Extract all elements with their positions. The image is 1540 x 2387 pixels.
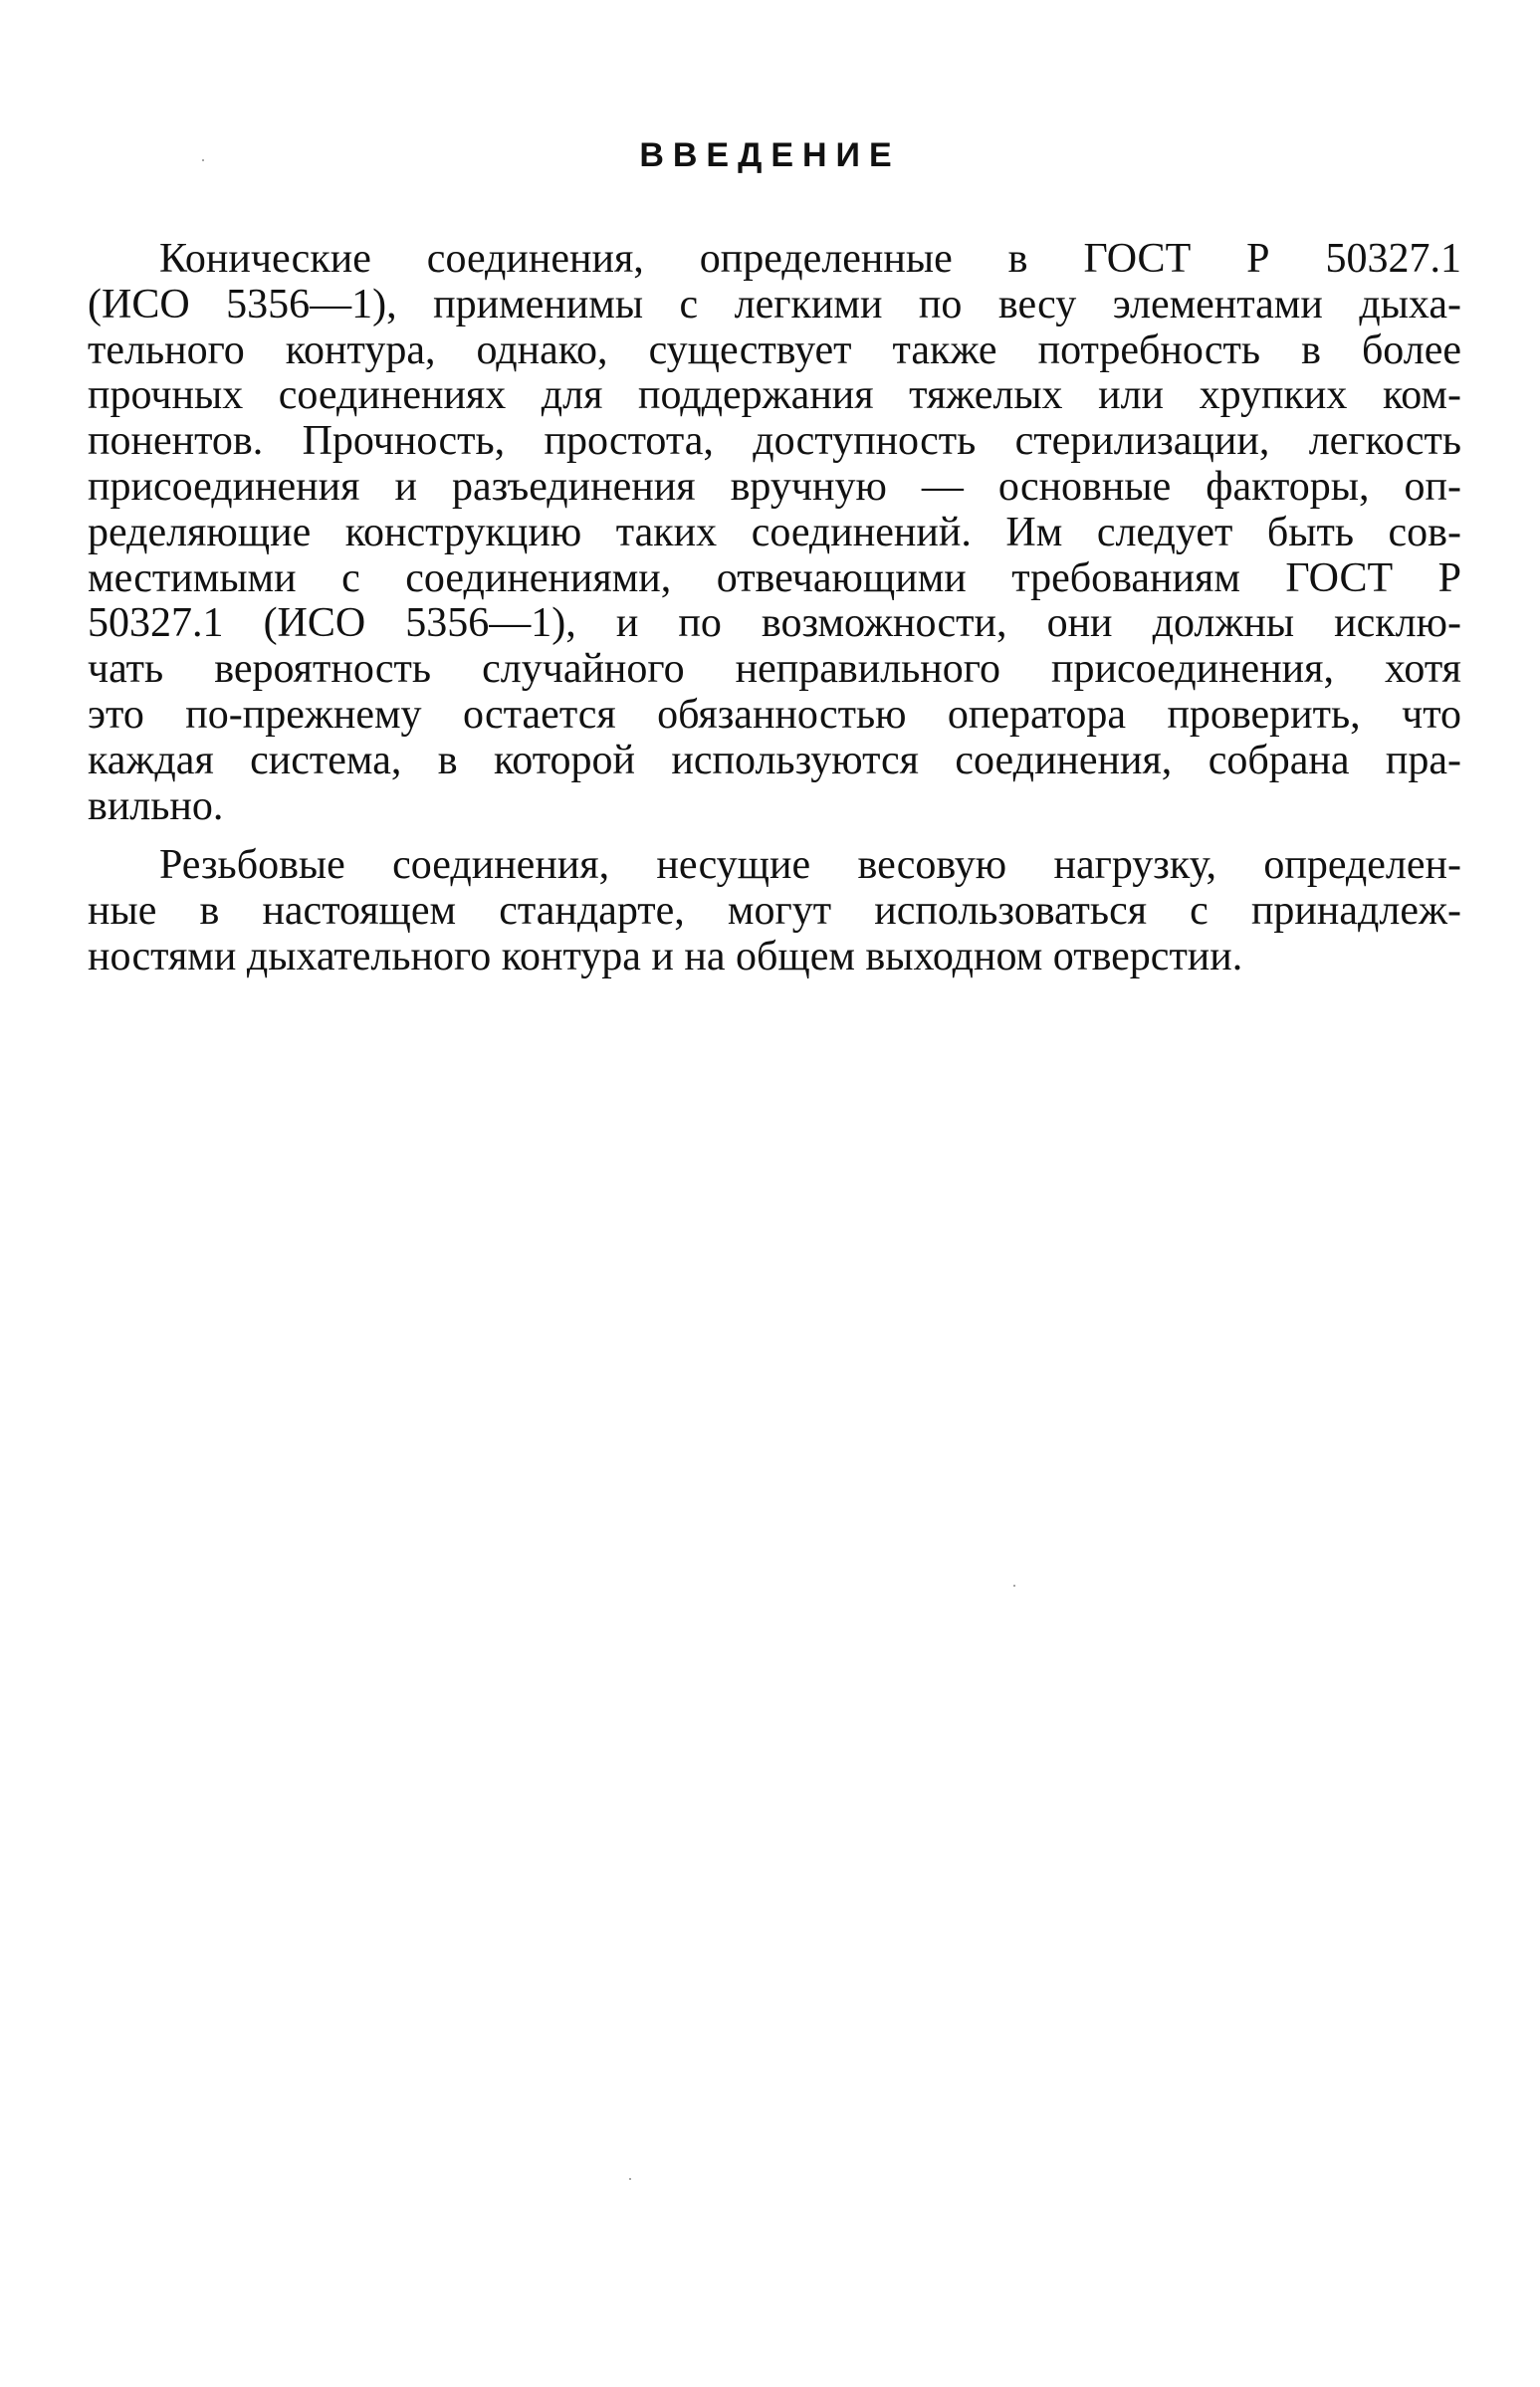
scan-speck bbox=[202, 159, 204, 161]
paragraph-1 bbox=[88, 237, 1461, 829]
text-line: Резьбовые соединения, несущие весовую нагрузку, определен- bbox=[159, 843, 1461, 889]
section-heading: ВВЕДЕНИЕ bbox=[639, 136, 901, 174]
text-line: ностями дыхательного контура и на общем выходном отверстии. bbox=[88, 934, 1243, 979]
text-line: 50327.1 (ИСО 5356—1), и по возможности, они должны исклю- bbox=[88, 601, 1461, 647]
text-line: прочных соединениях для поддержания тяжелых или хрупких ком- bbox=[88, 373, 1461, 419]
scan-speck bbox=[1013, 1585, 1015, 1587]
text-line: чать вероятность случайного неправильного присоединения, хотя bbox=[88, 647, 1461, 693]
body-text bbox=[88, 237, 1461, 980]
text-line: вильно. bbox=[88, 783, 224, 829]
scan-speck bbox=[629, 2178, 631, 2180]
text-line: каждая система, в которой используются соединения, собрана пра- bbox=[88, 738, 1461, 783]
text-line: местимыми с соединениями, отвечающими требованиям ГОСТ Р bbox=[88, 555, 1461, 601]
text-line: это по-прежнему остается обязанностью оператора проверить, что bbox=[88, 692, 1461, 738]
paragraph-gap bbox=[88, 829, 1461, 843]
text-line: Конические соединения, определенные в ГОСТ Р 50327.1 bbox=[159, 237, 1461, 282]
text-line: присоединения и разъединения вручную — основные факторы, оп- bbox=[88, 464, 1461, 510]
text-line: (ИСО 5356—1), применимы с легкими по весу элементами дыха- bbox=[88, 282, 1461, 327]
text-line: понентов. Прочность, простота, доступность стерилизации, легкость bbox=[88, 419, 1461, 465]
text-line: ные в настоящем стандарте, могут использоваться с принадлеж- bbox=[88, 889, 1461, 935]
text-line: тельного контура, однако, существует также потребность в более bbox=[88, 327, 1461, 373]
text-line: ределяющие конструкцию таких соединений. Им следует быть сов- bbox=[88, 510, 1461, 555]
paragraph-2 bbox=[88, 843, 1461, 979]
